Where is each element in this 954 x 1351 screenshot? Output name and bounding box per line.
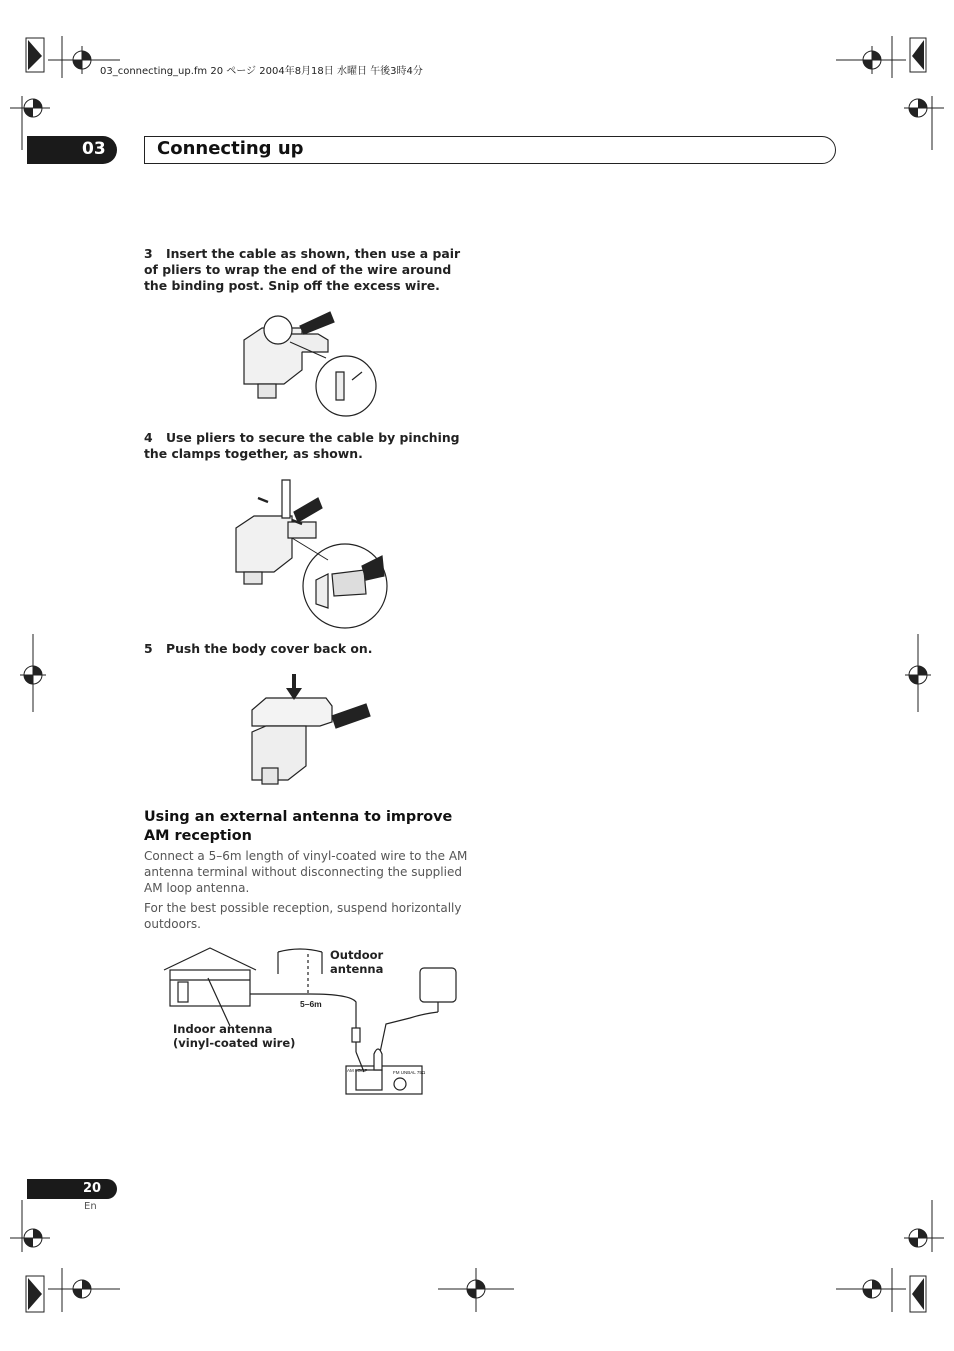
outdoor-antenna-label-line1: Outdoor xyxy=(330,948,384,962)
outdoor-antenna-label xyxy=(330,948,383,976)
page-language: En xyxy=(84,1201,97,1212)
outdoor-antenna-label-line2: antenna xyxy=(330,962,384,976)
terminal-am-label: AM LOOP xyxy=(347,1068,368,1073)
step-4-text: Use pliers to secure the cable by pinching the clamps together, as shown. xyxy=(144,430,460,461)
section-paragraph-1: Connect a 5–6m length of vinyl-coated wire to the AM antenna terminal without disconnecting the supplied AM loop antenna. xyxy=(144,849,468,895)
step-4 xyxy=(144,430,474,462)
step-5-text: Push the body cover back on. xyxy=(166,641,373,656)
step-5-illustration xyxy=(248,670,372,790)
print-header-fileinfo: 03_connecting_up.fm 20 ページ 2004年8月18日 水曜日 午後3時4分 xyxy=(100,66,423,77)
step-4-illustration xyxy=(232,478,390,630)
step-5-number: 5 xyxy=(144,641,153,656)
length-label: 5–6m xyxy=(300,999,322,1009)
chapter-title: Connecting up xyxy=(157,138,304,159)
indoor-antenna-label-line2: (vinyl-coated wire) xyxy=(173,1036,296,1050)
step-3-text: Insert the cable as shown, then use a pair of pliers to wrap the end of the wire around the binding post. Snip off the excess wire. xyxy=(144,246,461,293)
step-4-number: 4 xyxy=(144,430,153,445)
indoor-antenna-label xyxy=(173,1022,295,1050)
step-3-number: 3 xyxy=(144,246,153,261)
page-number: 20 xyxy=(82,1181,102,1196)
indoor-antenna-label-line1: Indoor antenna xyxy=(173,1022,273,1036)
section-paragraph-2: For the best possible reception, suspend horizontally outdoors. xyxy=(144,901,462,931)
step-5 xyxy=(144,641,474,657)
step-3-illustration xyxy=(240,300,380,422)
house-icon xyxy=(164,948,256,970)
terminal-fm-label: FM UNBAL 75Ω xyxy=(393,1070,426,1075)
step-3 xyxy=(144,246,474,294)
section-heading: Using an external antenna to improve AM reception xyxy=(144,809,453,844)
chapter-number: 03 xyxy=(82,139,106,159)
